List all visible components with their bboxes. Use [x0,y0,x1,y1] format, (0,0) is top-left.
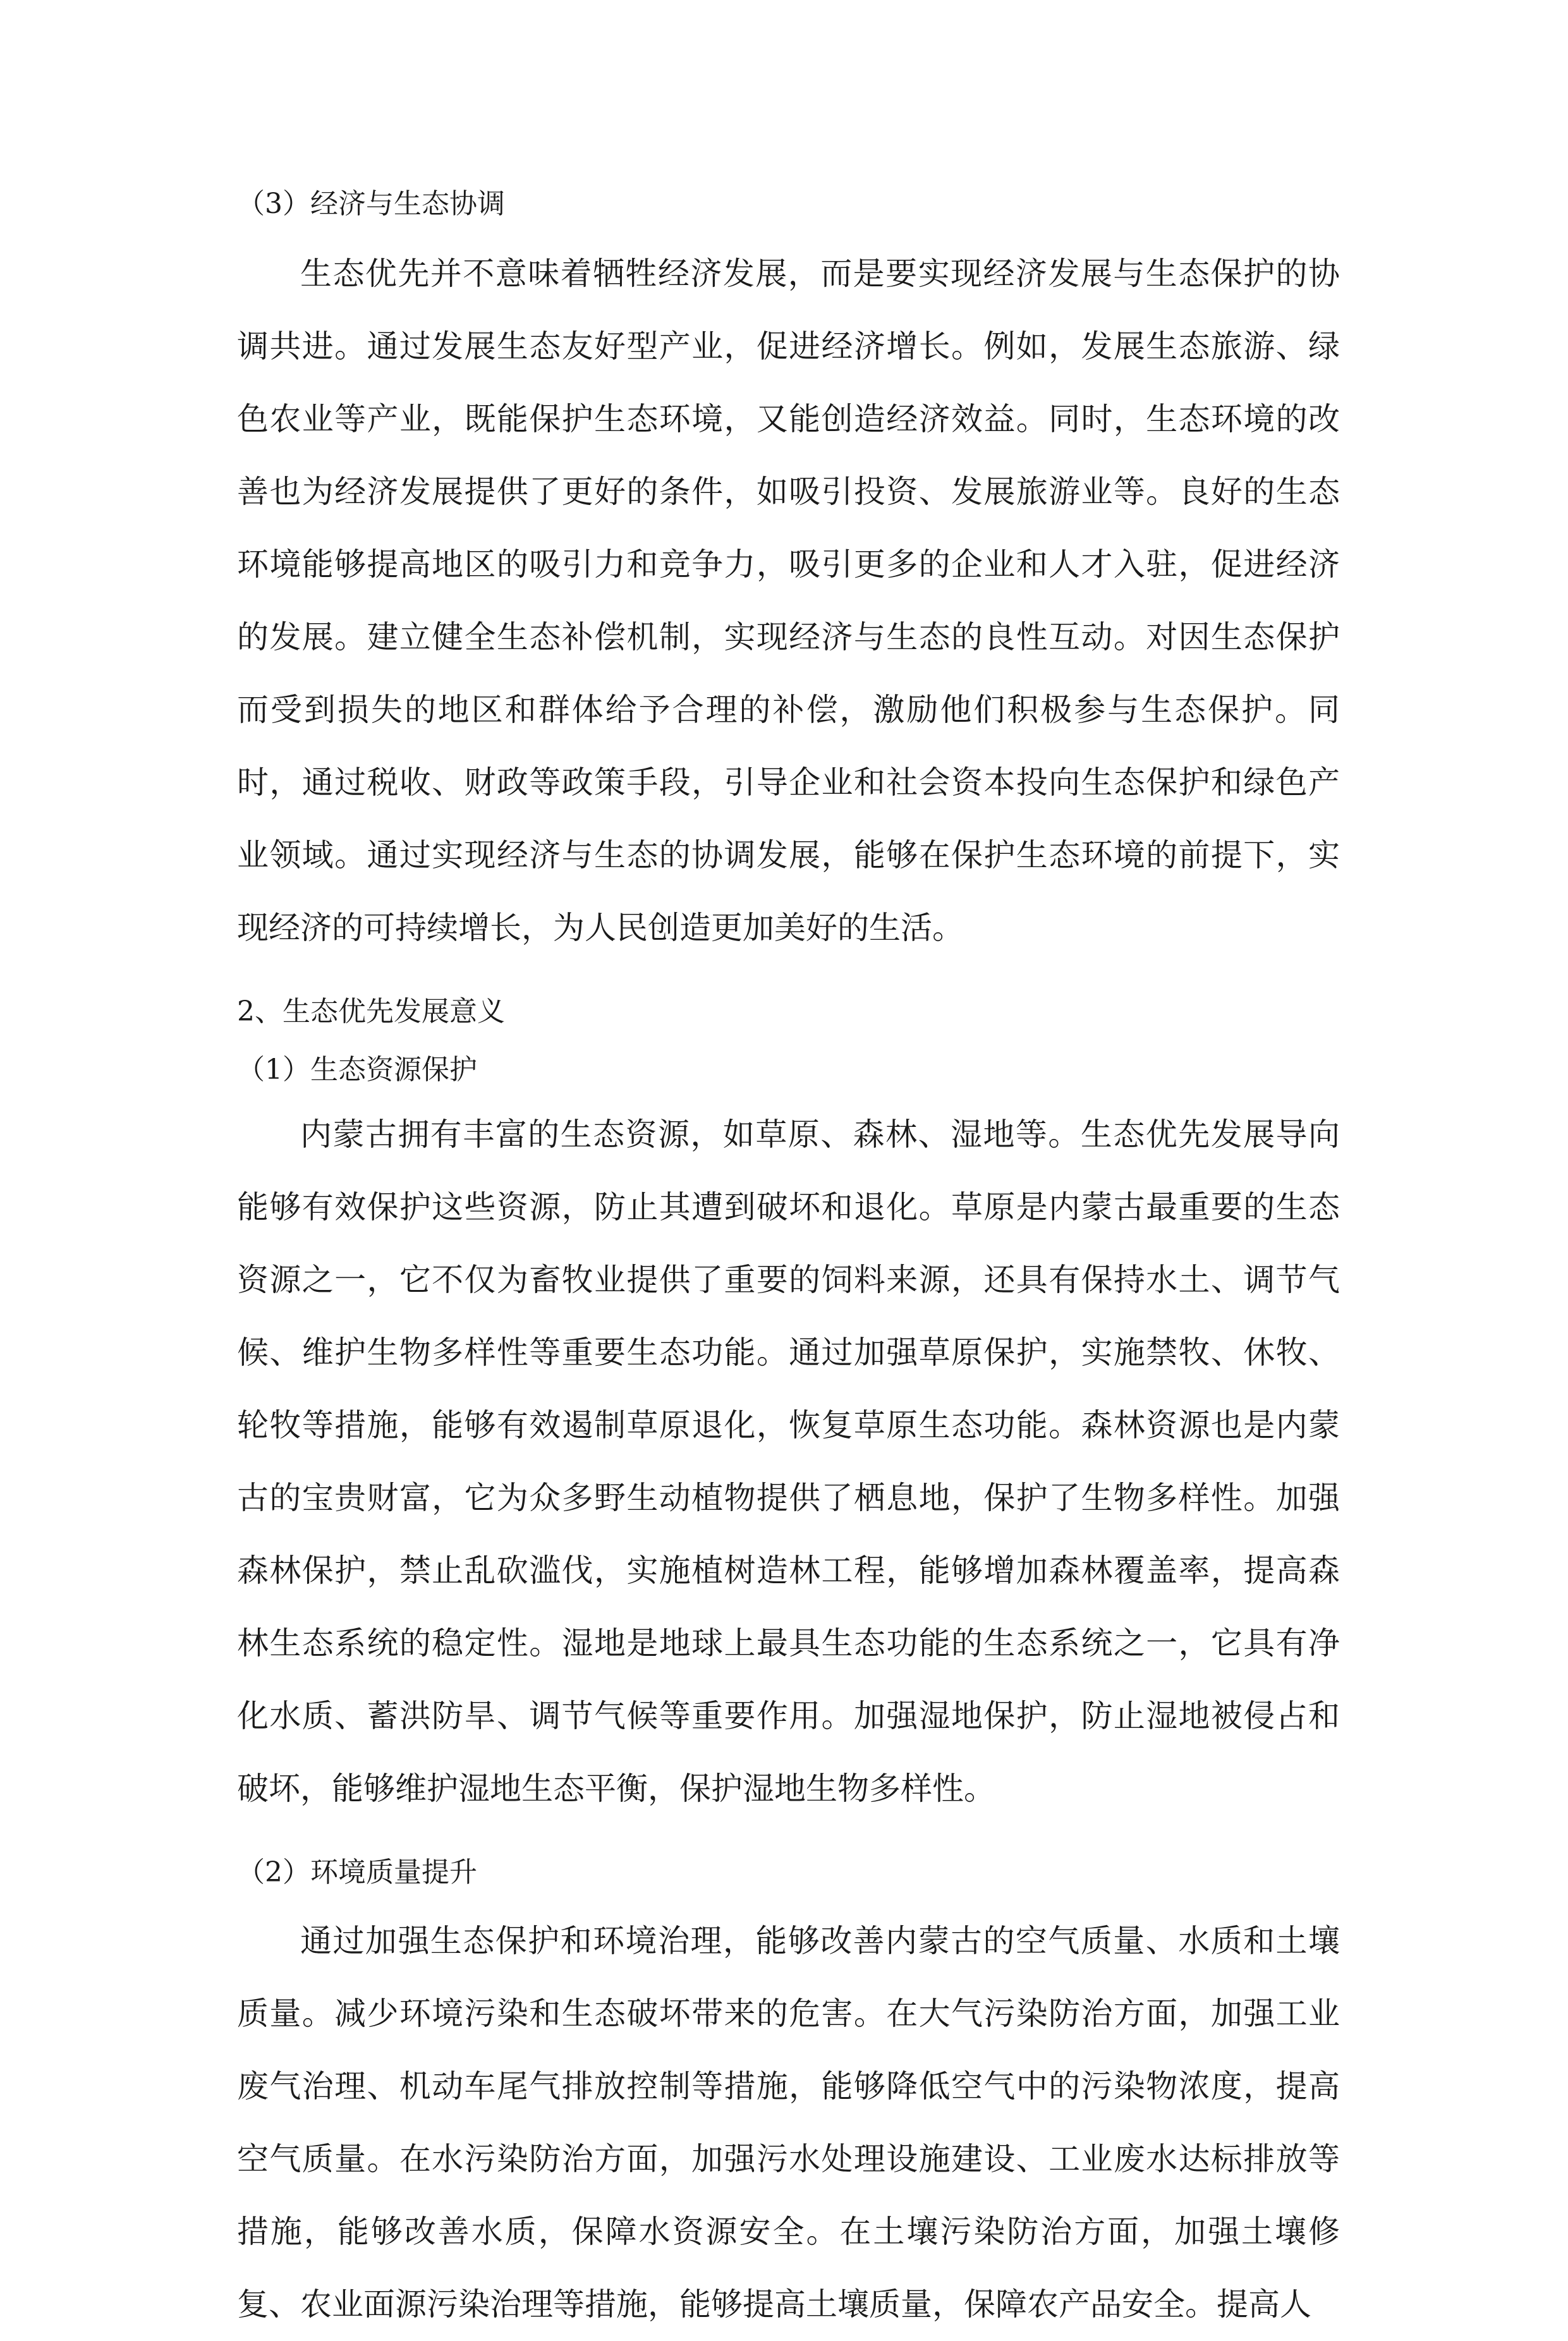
section-heading-economy-ecology: （3）经济与生态协调 [237,188,505,220]
section-heading-resource-protection: （1）生态资源保护 [237,1054,477,1086]
paragraph-resource-protection: 内蒙古拥有丰富的生态资源，如草原、森林、湿地等。生态优先发展导向能够有效保护这些资源，防止其遭到破坏和退化。草原是内蒙古最重要的生态资源之一，它不仅为畜牧业提供了重要的饲料来源，还具有保持水土、调节气候、维护生物多样性等重要生态功能。通过加强草原保护，实施禁牧、休牧、轮牧等措施，能够有效遏制草原退化，恢复草原生态功能。森林资源也是内蒙古的宝贵财富，它为众多野生动植物提供了栖息地，保护了生物多样性。加强森林保护，禁止乱砍滥伐，实施植树造林工程，能够增加森林覆盖率，提高森林生态系统的稳定性。湿地是地球上最具生态功能的生态系统之一，它具有净化水质、蓄洪防旱、调节气候等重要作用。加强湿地保护，防止湿地被侵占和破坏，能够维护湿地生态平衡，保护湿地生物多样性。 [237,1116,1340,1807]
section-heading-significance: 2、生态优先发展意义 [237,995,505,1028]
paragraph-economy-ecology: 生态优先并不意味着牺牲经济发展，而是要实现经济发展与生态保护的协调共进。通过发展生态友好型产业，促进经济增长。例如，发展生态旅游、绿色农业等产业，既能保护生态环境，又能创造经济效益。同时，生态环境的改善也为经济发展提供了更好的条件，如吸引投资、发展旅游业等。良好的生态环境能够提高地区的吸引力和竞争力，吸引更多的企业和人才入驻，促进经济的发展。建立健全生态补偿机制，实现经济与生态的良性互动。对因生态保护而受到损失的地区和群体给予合理的补偿，激励他们积极参与生态保护。同时，通过税收、财政等政策手段，引导企业和社会资本投向生态保护和绿色产业领域。通过实现经济与生态的协调发展，能够在保护生态环境的前提下，实现经济的可持续增长，为人民创造更加美好的生活。 [237,255,1340,946]
document-page [237,178,1340,2341]
paragraph-environment-quality: 通过加强生态保护和环境治理，能够改善内蒙古的空气质量、水质和土壤质量。减少环境污染和生态破坏带来的危害。在大气污染防治方面，加强工业废气治理、机动车尾气排放控制等措施，能够降低空气中的污染物浓度，提高空气质量。在水污染防治方面，加强污水处理设施建设、工业废水达标排放等措施，能够改善水质，保障水资源安全。在土壤污染防治方面，加强土壤修复、农业面源污染治理等措施，能够提高土壤质量，保障农产品安全。提高人 [237,1923,1340,2323]
section-heading-environment-quality: （2）环境质量提升 [237,1856,477,1888]
